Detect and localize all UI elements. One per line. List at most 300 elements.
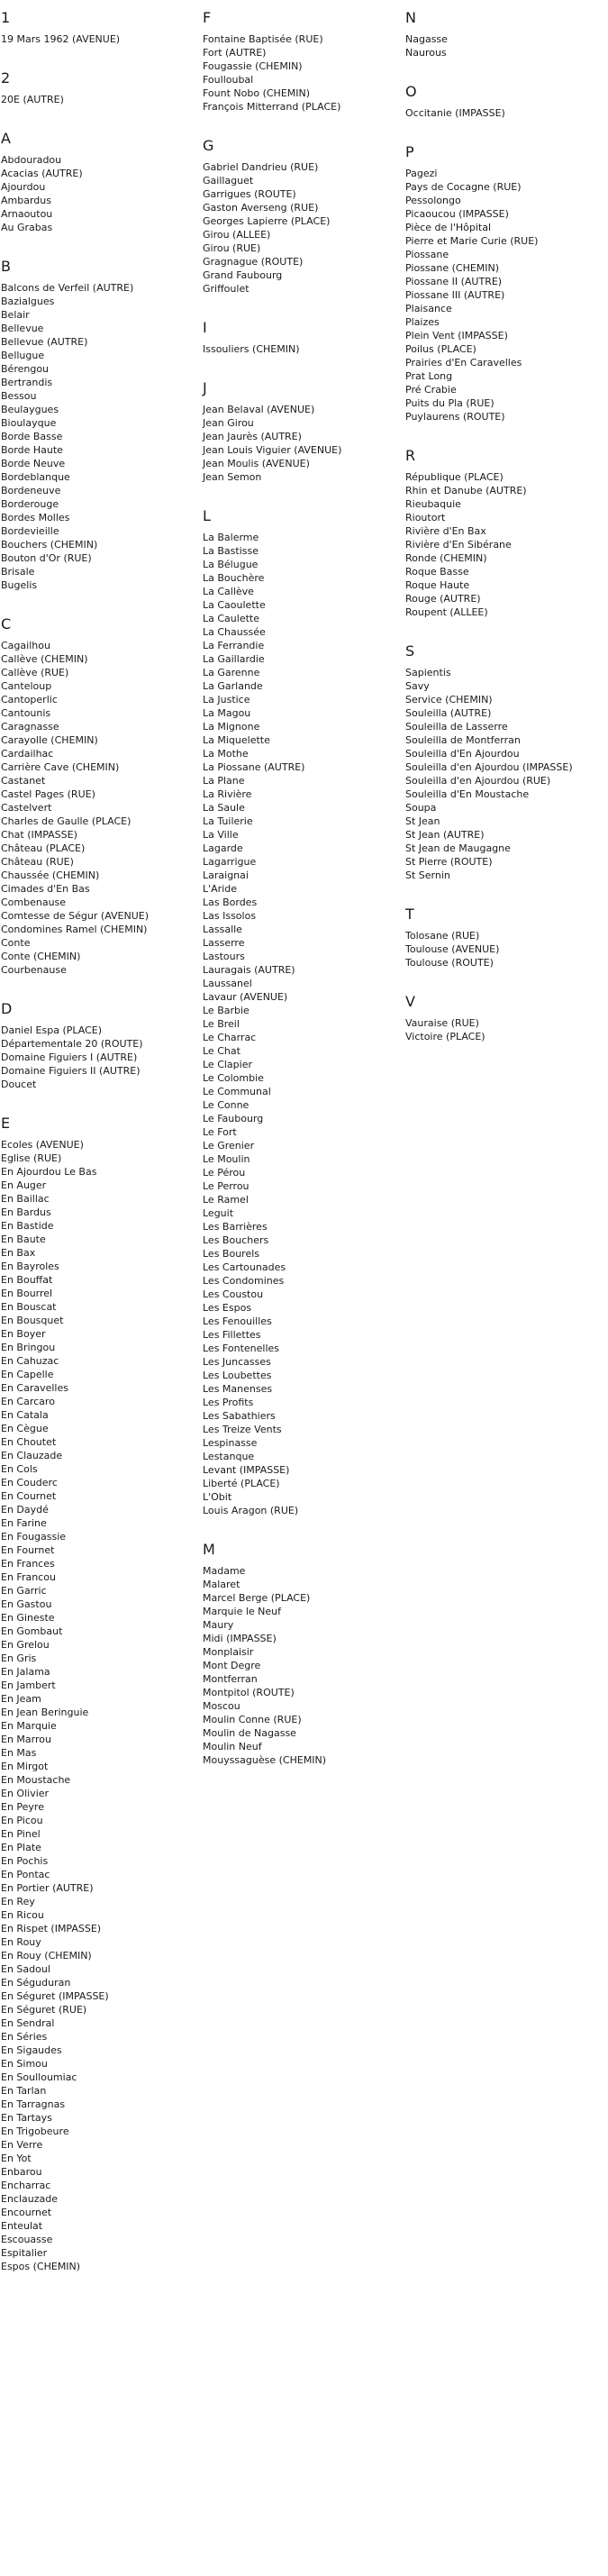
street-item: Laussanel bbox=[203, 978, 252, 989]
street-list bbox=[405, 929, 603, 969]
street-item: Madame bbox=[203, 1565, 246, 1577]
column-3 bbox=[405, 9, 603, 1067]
street-item: Toulouse (ROUTE) bbox=[405, 957, 494, 969]
street-item: Cagailhou bbox=[1, 640, 50, 651]
letter-group bbox=[203, 379, 401, 484]
street-item: En Soulloumiac bbox=[1, 2071, 77, 2083]
street-item: 19 Mars 1962 (AVENUE) bbox=[1, 33, 121, 45]
street-item: Le Chat bbox=[203, 1045, 240, 1057]
street-item: Louis Aragon (RUE) bbox=[203, 1505, 299, 1516]
street-item: Roque Haute bbox=[405, 579, 470, 591]
street-item: Départementale 20 (ROUTE) bbox=[1, 1038, 143, 1050]
street-item: Enteulat bbox=[1, 2220, 43, 2232]
street-item: Jean Semon bbox=[203, 471, 262, 483]
street-item: Bioulayque bbox=[1, 417, 57, 429]
street-item: Beulaygues bbox=[1, 404, 59, 415]
street-item: En Cahuzac bbox=[1, 1355, 59, 1367]
street-item: Piossane bbox=[405, 249, 449, 260]
street-item: Gabriel Dandrieu (RUE) bbox=[203, 161, 319, 173]
street-item: En Verre bbox=[1, 2139, 43, 2151]
street-item: En Séguret (IMPASSE) bbox=[1, 1990, 109, 2002]
street-item: Lasserre bbox=[203, 937, 245, 949]
street-item: Souleilla (AUTRE) bbox=[405, 707, 492, 719]
letter-heading: C bbox=[1, 615, 12, 633]
street-item: Borde Haute bbox=[1, 444, 63, 456]
street-item: En Bardus bbox=[1, 1206, 51, 1218]
street-list bbox=[405, 470, 603, 619]
letter-heading: F bbox=[203, 9, 212, 26]
street-list bbox=[405, 666, 603, 882]
letter-group bbox=[405, 9, 603, 59]
street-item: En Boyer bbox=[1, 1328, 46, 1340]
street-list bbox=[405, 32, 603, 59]
street-item: Les Fenouilles bbox=[203, 1315, 272, 1327]
street-item: Midi (IMPASSE) bbox=[203, 1633, 277, 1644]
street-item: Puits du Pla (RUE) bbox=[405, 397, 495, 409]
letter-heading: R bbox=[405, 447, 416, 464]
street-item: Mouyssaguèse (CHEMIN) bbox=[203, 1754, 327, 1766]
letter-heading: P bbox=[405, 143, 414, 160]
street-item: En Tarragnas bbox=[1, 2098, 66, 2110]
street-item: La Garenne bbox=[203, 667, 260, 678]
street-item: Moscou bbox=[203, 1700, 240, 1712]
street-item: Souleilla d'En Moustache bbox=[405, 788, 530, 800]
street-item: Le Pérou bbox=[203, 1167, 246, 1179]
street-item: Les Juncasses bbox=[203, 1356, 271, 1368]
street-item: Lavaur (AVENUE) bbox=[203, 991, 288, 1003]
street-list bbox=[203, 531, 401, 1517]
street-item: Moulin de Nagasse bbox=[203, 1727, 296, 1739]
street-item: Le Charrac bbox=[203, 1032, 257, 1043]
street-item: Le Clapier bbox=[203, 1059, 253, 1070]
letter-group bbox=[1, 1115, 199, 2273]
street-item: Acacias (AUTRE) bbox=[1, 168, 83, 179]
street-item: En Bayroles bbox=[1, 1261, 59, 1272]
column-2 bbox=[203, 9, 401, 1790]
letter-heading: G bbox=[203, 137, 214, 154]
street-item: Le Fort bbox=[203, 1126, 237, 1138]
street-item: Georges Lapierre (PLACE) bbox=[203, 215, 331, 227]
street-item: Marquie le Neuf bbox=[203, 1606, 281, 1617]
street-item: Plaizes bbox=[405, 316, 440, 328]
street-item: Château (PLACE) bbox=[1, 842, 86, 854]
street-item: Souleilla de Montferran bbox=[405, 734, 521, 746]
letter-group bbox=[1, 9, 199, 46]
street-item: Le Ramel bbox=[203, 1194, 249, 1206]
street-item: Roupent (ALLEE) bbox=[405, 606, 488, 618]
street-item: Liberté (PLACE) bbox=[203, 1478, 280, 1489]
street-item: Castelvert bbox=[1, 802, 52, 814]
street-list bbox=[1, 639, 199, 977]
street-item: Jean Girou bbox=[203, 417, 254, 429]
street-item: Rhin et Danube (AUTRE) bbox=[405, 485, 527, 496]
street-item: En Couderc bbox=[1, 1477, 58, 1488]
street-item: Château (RUE) bbox=[1, 856, 74, 868]
street-item: Domaine Figuiers II (AUTRE) bbox=[1, 1065, 141, 1077]
street-item: Callève (CHEMIN) bbox=[1, 653, 88, 665]
street-item: Pré Crabie bbox=[405, 384, 457, 396]
street-item: En Séguret (RUE) bbox=[1, 2004, 87, 2016]
street-item: Eglise (RUE) bbox=[1, 1152, 62, 1164]
street-item: Condomines Ramel (CHEMIN) bbox=[1, 924, 148, 935]
street-item: En Garric bbox=[1, 1585, 47, 1597]
street-item: En Séries bbox=[1, 2031, 48, 2043]
street-item: Les Barrières bbox=[203, 1221, 268, 1233]
street-item: En Fournet bbox=[1, 1544, 55, 1556]
letter-group bbox=[1, 130, 199, 234]
street-item: Lespinasse bbox=[203, 1437, 258, 1449]
street-item: Las Issolos bbox=[203, 910, 257, 922]
street-item: En Jeam bbox=[1, 1693, 41, 1705]
street-item: Service (CHEMIN) bbox=[405, 694, 493, 705]
street-item: En Frances bbox=[1, 1558, 55, 1570]
street-item: Picaoucou (IMPASSE) bbox=[405, 208, 509, 220]
letter-group bbox=[405, 993, 603, 1043]
street-item: Souleilla d'en Ajourdou (RUE) bbox=[405, 775, 551, 787]
street-item: Mont Degre bbox=[203, 1660, 261, 1671]
street-list bbox=[1, 1138, 199, 2273]
street-item: Ronde (CHEMIN) bbox=[405, 552, 487, 564]
street-item: En Cègue bbox=[1, 1423, 49, 1434]
street-item: En Farine bbox=[1, 1517, 47, 1529]
letter-group bbox=[405, 83, 603, 120]
street-item: La Balerme bbox=[203, 532, 259, 543]
street-item: Laraignai bbox=[203, 869, 249, 881]
street-list bbox=[405, 1016, 603, 1043]
street-item: Marcel Berge (PLACE) bbox=[203, 1592, 311, 1604]
street-list bbox=[1, 281, 199, 592]
letter-heading: T bbox=[405, 906, 414, 923]
street-item: Les Fillettes bbox=[203, 1329, 261, 1341]
street-item: La Bélugue bbox=[203, 559, 259, 570]
letter-heading: 1 bbox=[1, 9, 11, 26]
street-item: Les Fontenelles bbox=[203, 1343, 279, 1354]
street-item: Combenause bbox=[1, 897, 67, 908]
street-item: Jean Belaval (AVENUE) bbox=[203, 404, 315, 415]
street-item: Toulouse (AVENUE) bbox=[405, 943, 500, 955]
letter-group bbox=[405, 906, 603, 969]
street-item: En Rouy bbox=[1, 1936, 41, 1948]
street-item: Le Moulin bbox=[203, 1153, 250, 1165]
street-item: La Bouchère bbox=[203, 572, 265, 584]
street-item: Jean Moulis (AVENUE) bbox=[203, 458, 310, 469]
street-item: Issouliers (CHEMIN) bbox=[203, 343, 300, 355]
street-item: La Magou bbox=[203, 707, 251, 719]
street-item: La Caulette bbox=[203, 613, 259, 624]
street-item: Fougassie (CHEMIN) bbox=[203, 60, 303, 72]
street-item: La Mothe bbox=[203, 748, 249, 760]
street-item: En Marquie bbox=[1, 1720, 57, 1732]
street-item: Nagasse bbox=[405, 33, 448, 45]
street-item: Malaret bbox=[203, 1579, 240, 1590]
street-item: Cantoperlic bbox=[1, 694, 58, 705]
street-item: Borderouge bbox=[1, 498, 59, 510]
street-item: Les Condomines bbox=[203, 1275, 285, 1287]
street-item: Les Treize Vents bbox=[203, 1424, 282, 1435]
street-item: Souleilla de Lasserre bbox=[405, 721, 508, 733]
street-item: Conte bbox=[1, 937, 31, 949]
street-item: St Sernin bbox=[405, 869, 450, 881]
street-item: En Sendral bbox=[1, 2017, 55, 2029]
street-item: Les Profits bbox=[203, 1397, 254, 1408]
street-item: En Mirgot bbox=[1, 1761, 49, 1772]
street-item: Gaillaguet bbox=[203, 175, 254, 187]
street-item: La Gaillardie bbox=[203, 653, 265, 665]
street-item: Canteloup bbox=[1, 680, 52, 692]
street-item: Lauragais (AUTRE) bbox=[203, 964, 295, 976]
street-item: Plein Vent (IMPASSE) bbox=[405, 330, 508, 341]
street-item: Bellugue bbox=[1, 350, 45, 361]
street-item: En Carcaro bbox=[1, 1396, 55, 1407]
street-item: En Trigobeure bbox=[1, 2125, 69, 2137]
street-item: En Auger bbox=[1, 1179, 47, 1191]
street-item: Cantounis bbox=[1, 707, 51, 719]
street-item: En Gineste bbox=[1, 1612, 55, 1624]
street-item: Comtesse de Ségur (AVENUE) bbox=[1, 910, 150, 922]
street-item: Cardailhac bbox=[1, 748, 54, 760]
street-item: En Sadoul bbox=[1, 1963, 50, 1975]
street-item: En Pontac bbox=[1, 1869, 50, 1880]
street-item: Poilus (PLACE) bbox=[405, 343, 476, 355]
street-item: La Chaussée bbox=[203, 626, 266, 638]
street-item: En Simou bbox=[1, 2058, 48, 2070]
street-item: Les Loubettes bbox=[203, 1370, 272, 1381]
street-item: En Baillac bbox=[1, 1193, 50, 1205]
street-item: Chat (IMPASSE) bbox=[1, 829, 77, 841]
street-item: Gragnague (ROUTE) bbox=[203, 256, 304, 268]
street-item: Rieubaquie bbox=[405, 498, 461, 510]
street-item: En Mas bbox=[1, 1747, 37, 1759]
street-item: Gaston Averseng (RUE) bbox=[203, 202, 319, 214]
street-item: Bugelis bbox=[1, 579, 38, 591]
street-item: Carrière Cave (CHEMIN) bbox=[1, 761, 120, 773]
street-item: Pessolongo bbox=[405, 195, 461, 206]
street-item: Caragnasse bbox=[1, 721, 59, 733]
street-item: Arnaoutou bbox=[1, 208, 53, 220]
street-item: Chaussée (CHEMIN) bbox=[1, 869, 100, 881]
street-item: Maury bbox=[203, 1619, 234, 1631]
street-item: Encournet bbox=[1, 2207, 52, 2218]
street-item: Les Manenses bbox=[203, 1383, 273, 1395]
street-item: Lastours bbox=[203, 951, 245, 962]
street-item: En Peyre bbox=[1, 1801, 44, 1813]
street-list bbox=[1, 153, 199, 234]
street-item: En Jean Beringuie bbox=[1, 1707, 89, 1718]
street-item: St Pierre (ROUTE) bbox=[405, 856, 493, 868]
letter-group bbox=[1, 69, 199, 106]
street-item: En Gombaut bbox=[1, 1625, 63, 1637]
street-item: Le Faubourg bbox=[203, 1113, 264, 1124]
street-item: En Daydé bbox=[1, 1504, 49, 1516]
street-item: François Mitterrand (PLACE) bbox=[203, 101, 341, 113]
street-item: Le Grenier bbox=[203, 1140, 255, 1151]
column-1 bbox=[1, 9, 199, 2297]
street-list bbox=[203, 32, 401, 114]
street-item: La Saule bbox=[203, 802, 245, 814]
street-item: Belair bbox=[1, 309, 30, 321]
street-item: En Bouscat bbox=[1, 1301, 57, 1313]
street-item: En Bringou bbox=[1, 1342, 56, 1353]
street-item: Le Breil bbox=[203, 1018, 240, 1030]
street-item: Encharrac bbox=[1, 2180, 51, 2191]
street-item: Les Bouchers bbox=[203, 1234, 269, 1246]
letter-group bbox=[1, 258, 199, 592]
street-item: Griffoulet bbox=[203, 283, 250, 295]
street-item: Escouasse bbox=[1, 2234, 53, 2245]
letter-group bbox=[405, 447, 603, 619]
street-item: Bouchers (CHEMIN) bbox=[1, 539, 98, 551]
street-item: En Plate bbox=[1, 1842, 41, 1853]
street-item: Piossane III (AUTRE) bbox=[405, 289, 505, 301]
street-item: Pièce de l'Hôpital bbox=[405, 222, 492, 233]
street-item: En Gris bbox=[1, 1652, 37, 1664]
street-item: Monplaisir bbox=[203, 1646, 254, 1658]
street-item: En Cournet bbox=[1, 1490, 57, 1502]
street-item: En Ricou bbox=[1, 1909, 44, 1921]
street-item: Rivière d'En Bax bbox=[405, 525, 486, 537]
street-item: La Callève bbox=[203, 586, 254, 597]
street-item: Rivière d'En Sibérane bbox=[405, 539, 512, 551]
street-item: Ajourdou bbox=[1, 181, 46, 193]
letter-group bbox=[203, 1541, 401, 1767]
street-item: En Caravelles bbox=[1, 1382, 68, 1394]
street-list bbox=[1, 93, 199, 106]
street-item: La Miquelette bbox=[203, 734, 270, 746]
street-item: Piossane (CHEMIN) bbox=[405, 262, 500, 274]
street-item: Borde Basse bbox=[1, 431, 63, 442]
street-item: Grand Faubourg bbox=[203, 269, 283, 281]
letter-heading: L bbox=[203, 507, 211, 524]
street-item: En Rouy (CHEMIN) bbox=[1, 1950, 92, 1962]
street-item: En Clauzade bbox=[1, 1450, 63, 1461]
street-list bbox=[203, 1564, 401, 1767]
street-item: Ambardus bbox=[1, 195, 51, 206]
street-item: Domaine Figuiers I (AUTRE) bbox=[1, 1051, 138, 1063]
street-item: Soupa bbox=[405, 802, 437, 814]
street-item: Daniel Espa (PLACE) bbox=[1, 1024, 103, 1036]
street-item: En Tarlan bbox=[1, 2085, 47, 2097]
street-item: Fount Nobo (CHEMIN) bbox=[203, 87, 311, 99]
street-item: Jean Louis Viguier (AVENUE) bbox=[203, 444, 342, 456]
street-item: La Tuilerie bbox=[203, 815, 253, 827]
street-item: Plaisance bbox=[405, 303, 452, 314]
street-item: Moulin Neuf bbox=[203, 1741, 262, 1752]
letter-heading: B bbox=[1, 258, 11, 275]
street-item: Borde Neuve bbox=[1, 458, 66, 469]
street-item: En Francou bbox=[1, 1571, 56, 1583]
street-item: Les Coustou bbox=[203, 1288, 264, 1300]
street-item: Garrigues (ROUTE) bbox=[203, 188, 296, 200]
letter-heading: M bbox=[203, 1541, 215, 1558]
street-item: Lassalle bbox=[203, 924, 242, 935]
letter-heading: A bbox=[1, 130, 11, 147]
letter-group bbox=[203, 507, 401, 1517]
street-item: En Rey bbox=[1, 1896, 35, 1907]
street-item: Girou (RUE) bbox=[203, 242, 261, 254]
street-item: Pierre et Marie Curie (RUE) bbox=[405, 235, 539, 247]
letter-group bbox=[203, 137, 401, 296]
street-item: Courbenause bbox=[1, 964, 67, 976]
street-item: L'Obit bbox=[203, 1491, 232, 1503]
letter-heading: 2 bbox=[1, 69, 11, 86]
street-item: Les Sabathiers bbox=[203, 1410, 276, 1422]
street-item: L'Aride bbox=[203, 883, 238, 895]
street-item: La Ferrandie bbox=[203, 640, 265, 651]
street-item: En Jalama bbox=[1, 1666, 50, 1678]
street-item: Victoire (PLACE) bbox=[405, 1031, 485, 1042]
street-item: Pays de Cocagne (RUE) bbox=[405, 181, 522, 193]
street-item: Ecoles (AVENUE) bbox=[1, 1139, 84, 1151]
street-item: Souleilla d'En Ajourdou bbox=[405, 748, 520, 760]
street-item: Rioutort bbox=[405, 512, 446, 523]
street-item: La Piossane (AUTRE) bbox=[203, 761, 305, 773]
letter-heading: D bbox=[1, 1000, 13, 1017]
letter-heading: S bbox=[405, 642, 415, 660]
street-item: Bertrandis bbox=[1, 377, 53, 388]
letter-group bbox=[1, 615, 199, 977]
street-item: En Bouffat bbox=[1, 1274, 53, 1286]
street-item: Fontaine Baptisée (RUE) bbox=[203, 33, 323, 45]
street-item: Charles de Gaulle (PLACE) bbox=[1, 815, 132, 827]
street-item: En Bourrel bbox=[1, 1288, 53, 1299]
street-item: Bérengou bbox=[1, 363, 50, 375]
street-item: En Yot bbox=[1, 2153, 32, 2164]
letter-group bbox=[405, 642, 603, 882]
street-item: Bazialgues bbox=[1, 296, 55, 307]
street-item: En Moustache bbox=[1, 1774, 71, 1786]
letter-heading: N bbox=[405, 9, 416, 26]
street-item: En Rispet (IMPASSE) bbox=[1, 1923, 102, 1934]
letter-heading: I bbox=[203, 319, 207, 336]
street-item: En Ajourdou Le Bas bbox=[1, 1166, 97, 1178]
street-item: La Bastisse bbox=[203, 545, 259, 557]
street-item: Doucet bbox=[1, 1079, 37, 1090]
street-item: En Tartays bbox=[1, 2112, 52, 2124]
street-item: En Bastide bbox=[1, 1220, 54, 1232]
street-item: Le Barbie bbox=[203, 1005, 250, 1016]
street-item: Balcons de Verfeil (AUTRE) bbox=[1, 282, 134, 294]
street-item: La Caoulette bbox=[203, 599, 266, 611]
street-item: En Fougassie bbox=[1, 1531, 67, 1543]
street-item: En Capelle bbox=[1, 1369, 54, 1380]
street-item: Brisale bbox=[1, 566, 35, 578]
street-item: Enclauzade bbox=[1, 2193, 59, 2205]
street-item: La Rivière bbox=[203, 788, 252, 800]
street-item: Bellevue bbox=[1, 323, 44, 334]
letter-heading: O bbox=[405, 83, 417, 100]
street-item: Bordes Molles bbox=[1, 512, 70, 523]
street-list bbox=[1, 32, 199, 46]
letter-heading: J bbox=[203, 379, 207, 396]
street-item: St Jean bbox=[405, 815, 440, 827]
street-item: Lagarde bbox=[203, 842, 243, 854]
street-item: Souleilla d'en Ajourdou (IMPASSE) bbox=[405, 761, 573, 773]
street-item: En Cols bbox=[1, 1463, 38, 1475]
street-item: Girou (ALLEE) bbox=[203, 229, 271, 241]
street-list bbox=[203, 342, 401, 356]
street-item: Espos (CHEMIN) bbox=[1, 2261, 81, 2272]
street-item: Bessou bbox=[1, 390, 37, 402]
street-item: En Marrou bbox=[1, 1734, 51, 1745]
street-list bbox=[203, 403, 401, 484]
street-item: Prairies d'En Caravelles bbox=[405, 357, 522, 369]
street-item: La Mignone bbox=[203, 721, 260, 733]
street-item: Le Perrou bbox=[203, 1180, 250, 1192]
street-item: Sapientis bbox=[405, 667, 451, 678]
street-list bbox=[1, 1024, 199, 1091]
street-item: Bellevue (AUTRE) bbox=[1, 336, 88, 348]
street-list bbox=[405, 106, 603, 120]
